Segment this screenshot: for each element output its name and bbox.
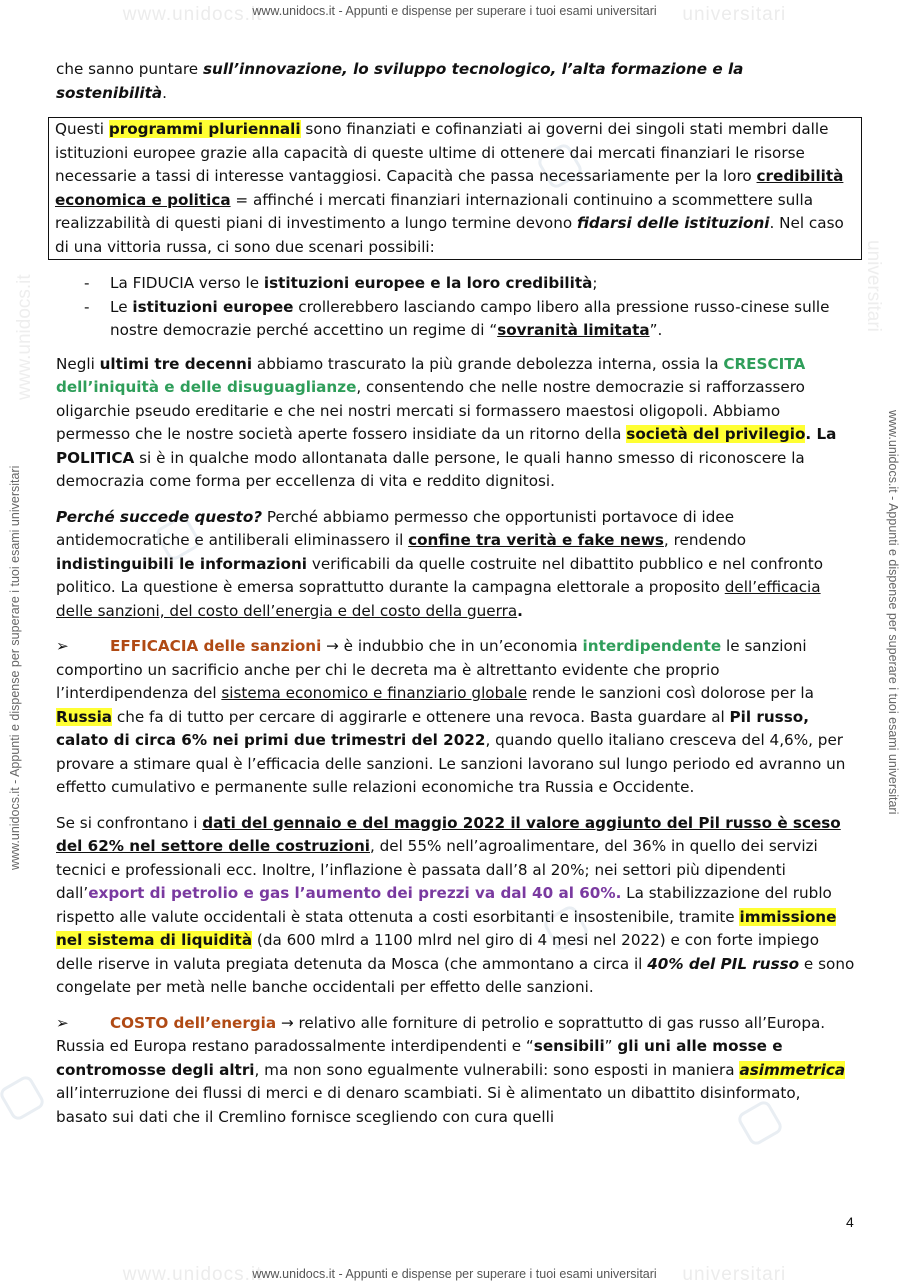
arrow-bullet-icon: ➢ bbox=[56, 1013, 69, 1032]
highlight-programmi: programmi pluriennali bbox=[108, 120, 301, 138]
section-title-sanzioni: EFFICACIA delle sanzioni bbox=[110, 637, 322, 655]
watermark-right: www.unidocs.it - Appunti e dispense per superare i tuoi esami universitari bbox=[886, 410, 900, 815]
scenario-list bbox=[56, 272, 856, 343]
watermark-logo-icon bbox=[0, 1073, 47, 1122]
boxed-paragraph: Questi programmi pluriennali sono finanziati e cofinanziati ai governi dei singoli stati membri dalle istituzioni europee grazie alla capacità di queste ultime di ottenere dai mercati finanziari le risorse necessarie a tassi di interesse vantaggiosi. Capacità che passa necessariamente per la loro credibilità economica e politica = affinché i mercati finanziari internazionali continuino a scommettere sulla realizzabilità di questi piani di investimento a lungo termine devono fidarsi delle istituzioni. Nel caso di una vittoria russa, ci sono due scenari possibili: bbox=[48, 117, 862, 260]
paragraph-sanzioni: ➢ EFFICACIA delle sanzioni → è indubbio che in un’economia interdipendente le sanzioni comportino un sacrificio anche per chi le decreta ma è altrettanto evidente che proprio l’interdipendenza del sistema economico e finanziario globale rende le sanzioni così dolorose per la Russia che fa di tutto per cercare di aggirarle e ottenere una revoca. Basta guardare al Pil russo, calato di circa 6% nei primi due trimestri del 2022, quando quello italiano cresceva del 4,6%, per provare a stimare qual è l’efficacia delle sanzioni. Le sanzioni lavorano sul lungo periodo ed avranno un effetto cumulativo e permanente sulle relazioni economiche tra Russia e Occidente. bbox=[56, 637, 846, 796]
arrow-bullet-icon: ➢ bbox=[56, 637, 69, 655]
paragraph-perche: Perché succede questo? Perché abbiamo permesso che opportunisti portavoce di idee antidemocratiche e antiliberali eliminassero il confine tra verità e fake news, rendendo indistinguibili le informazioni verificabili da quelle costruite nel dibattito pubblico e nel confronto politico. La questione è emersa soprattutto durante la campagna elettorale a proposito dell’efficacia delle sanzioni, del costo dell’energia e del costo della guerra. bbox=[56, 507, 824, 620]
page-number: 4 bbox=[846, 1214, 854, 1230]
list-item: - La FIDUCIA verso le istituzioni europee e la loro credibilità; bbox=[56, 272, 856, 296]
list-item: - Le istituzioni europee crollerebbero lasciando campo libero alla pressione russo-cinese sulle nostre democrazie perché accettino un regime di “sovranità limitata”. bbox=[56, 296, 856, 343]
paragraph-decenni: Negli ultimi tre decenni abbiamo trascurato la più grande debolezza interna, ossia la CRESCITA dell’iniquità e delle disuguaglianze, consentendo che nelle nostre democrazie si rafforzassero oligarchie pseudo ereditarie e che nei nostri mercati si formassero maestosi oligopoli. Abbiamo permesso che le nostre società aperte fossero insidiate da un ritorno della società del privilegio. La POLITICA si è in qualche modo allontanata dalle persone, le quali hanno smesso di riconoscere la democrazia come forma per eccellenza di vita e reddito dignitosi. bbox=[56, 354, 837, 490]
highlight-privilegio: società del privilegio bbox=[626, 425, 806, 443]
watermark-ghost-bottom: www.unidocs.it universitari bbox=[122, 1264, 787, 1285]
highlight-russia: Russia bbox=[56, 707, 113, 726]
watermark-left: www.unidocs.it - Appunti e dispense per superare i tuoi esami universitari bbox=[8, 465, 22, 870]
document-body bbox=[56, 58, 856, 1129]
watermark-ghost-left: www.unidocs.it bbox=[14, 274, 35, 400]
watermark-ghost-right: universitari bbox=[863, 240, 884, 332]
paragraph-intro: che sanno puntare sull’innovazione, lo sviluppo tecnologico, l’alta formazione e la sostenibilità. bbox=[56, 60, 744, 102]
highlight-asimmetrica: asimmetrica bbox=[739, 1060, 846, 1079]
watermark-top: www.unidocs.it - Appunti e dispense per superare i tuoi esami universitari bbox=[252, 4, 657, 18]
section-title-energia: COSTO dell’energia bbox=[110, 1013, 277, 1032]
paragraph-energia: ➢ COSTO dell’energia → relativo alle forniture di petrolio e soprattutto di gas russo all’Europa. Russia ed Europa restano paradossalmente interdipendenti e “sensibili” gli uni alle mosse e contromosse degli altri, ma non sono egualmente vulnerabili: sono esposti in maniera asimmetrica all’interruzione dei flussi di merci e di denaro scambiati. Si è alimentato un dibattito disinformato, basato sui dati che il Cremlino fornisce scegliendo con cura quelli bbox=[56, 1013, 846, 1126]
watermark-bottom: www.unidocs.it - Appunti e dispense per superare i tuoi esami universitari bbox=[252, 1267, 657, 1281]
highlight-liquidita: immissione nel sistema di liquidità bbox=[56, 907, 837, 949]
paragraph-dati: Se si confrontano i dati del gennaio e del maggio 2022 il valore aggiunto del Pil russo è sceso del 62% nel settore delle costruzioni, del 55% nell’agroalimentare, del 36% in quello dei servizi tecnici e professionali ecc. Inoltre, l’inflazione è passata dall’8 al 20%; nei settori più dipendenti dall’export di petrolio e gas l’aumento dei prezzi va dal 40 al 60%. La stabilizzazione del rublo rispetto alle valute occidentali è stata ottenuta a costi esorbitanti e insostenibile, tramite immissione nel sistema di liquidità (da 600 mlrd a 1100 mlrd nel giro di 4 mesi nel 2022) e con forte impiego delle riserve in valuta pregiata detenuta da Mosca (che ammontano a circa il 40% del PIL russo e sono congelate per metà nelle banche occidentali per effetto delle sanzioni. bbox=[56, 813, 855, 996]
watermark-ghost-top: www.unidocs.it universitari bbox=[122, 4, 787, 25]
